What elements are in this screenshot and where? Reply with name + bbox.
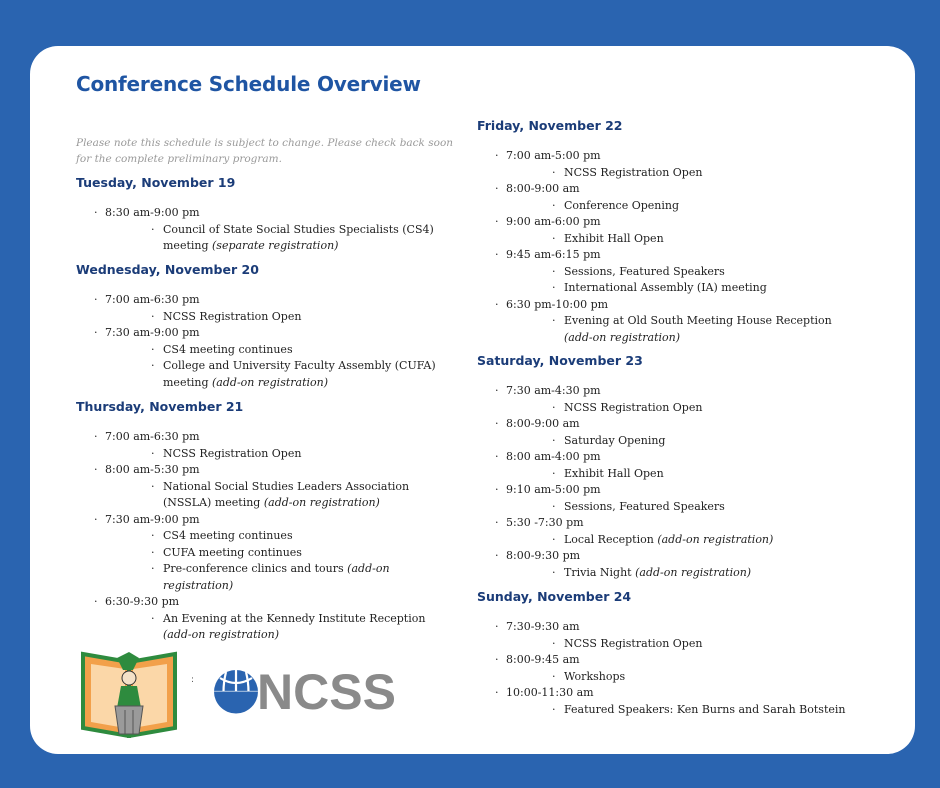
- time-label: 8:00-9:30 pm: [506, 549, 581, 562]
- time-slot: [477, 181, 857, 214]
- day-schedule: [76, 292, 456, 391]
- event-text: Local Reception: [564, 532, 658, 546]
- event-item: [105, 309, 456, 326]
- time-slot: [477, 148, 857, 181]
- time-label: 7:00 am-6:30 pm: [105, 293, 200, 306]
- time-label: 8:00-9:00 am: [506, 182, 580, 195]
- time-slot: [477, 383, 857, 416]
- event-list: [506, 198, 857, 215]
- event-text: Pre-conference clinics and tours: [163, 562, 348, 575]
- event-text: International Assembly (IA) meeting: [564, 281, 767, 294]
- time-label: 7:30-9:30 am: [506, 620, 580, 633]
- day-schedule: [477, 619, 857, 718]
- event-item: [506, 702, 857, 719]
- event-text: CUFA meeting continues: [163, 545, 302, 559]
- time-slot: [477, 482, 857, 515]
- time-label: 8:00-9:45 am: [506, 653, 580, 666]
- time-slot: [477, 416, 857, 449]
- page-title: Conference Schedule Overview: [76, 72, 421, 96]
- event-item: [105, 611, 456, 644]
- event-note: (add-on registration): [163, 562, 390, 592]
- time-label: 9:45 am-6:15 pm: [506, 248, 601, 261]
- event-note: (add-on registration): [212, 375, 329, 389]
- day-schedule: [76, 429, 456, 644]
- time-label: 7:30 am-9:00 pm: [105, 512, 200, 526]
- time-slot: [477, 619, 857, 652]
- event-list: [105, 611, 456, 644]
- time-label: 6:30-9:30 pm: [105, 595, 180, 608]
- event-list: [506, 433, 857, 450]
- event-list: [105, 479, 456, 512]
- time-label: 5:30 -7:30 pm: [506, 516, 584, 529]
- event-item: [506, 165, 857, 182]
- time-slot: [477, 247, 857, 297]
- time-slot: [477, 449, 857, 482]
- event-list: [506, 636, 857, 653]
- day-schedule: [477, 383, 857, 581]
- event-note: (add-on registration): [163, 628, 279, 641]
- event-text: CS4 meeting continues: [163, 529, 293, 542]
- time-slot: [76, 292, 456, 325]
- host-committee-logo: [83, 652, 175, 736]
- logos: [81, 648, 411, 738]
- day-heading: Saturday, November 23: [477, 353, 643, 368]
- event-text: College and University Faculty Assembly (CUFA) meeting: [163, 359, 436, 389]
- event-note: (add-on registration): [657, 532, 774, 546]
- event-text: Exhibit Hall Open: [564, 231, 664, 245]
- event-item: [506, 466, 857, 483]
- time-slot: [477, 685, 857, 718]
- event-text: NCSS Registration Open: [564, 400, 703, 414]
- time-label: 8:00 am-4:00 pm: [506, 450, 601, 463]
- day-heading: Thursday, November 21: [76, 399, 244, 414]
- time-label: 8:00 am-5:30 pm: [105, 463, 200, 476]
- event-list: [506, 532, 857, 549]
- day-heading: Friday, November 22: [477, 118, 623, 133]
- time-label: 10:00-11:30 am: [506, 686, 594, 699]
- event-list: [105, 222, 456, 255]
- svg-text::: :: [191, 675, 195, 685]
- event-text: Trivia Night: [564, 565, 636, 579]
- event-item: [506, 565, 857, 582]
- event-text: NCSS Registration Open: [163, 446, 302, 460]
- event-list: [506, 669, 857, 686]
- event-item: [105, 358, 456, 391]
- event-item: [506, 198, 857, 215]
- event-item: [105, 561, 456, 594]
- day-heading: Sunday, November 24: [477, 589, 632, 604]
- event-text: An Evening at the Kennedy Institute Reception: [163, 611, 426, 625]
- time-slot: [477, 297, 857, 347]
- day-heading: Tuesday, November 19: [76, 175, 236, 190]
- time-label: 7:30 am-4:30 pm: [506, 384, 601, 397]
- event-item: [506, 400, 857, 417]
- time-slot: [477, 652, 857, 685]
- schedule-note: Please note this schedule is subject to change. Please check back soon for the complete preliminary program.: [76, 137, 454, 165]
- event-item: [506, 433, 857, 450]
- day-heading: Wednesday, November 20: [76, 262, 259, 277]
- event-note: (add-on registration): [263, 496, 380, 509]
- time-slot: [477, 548, 857, 581]
- time-slot: [477, 515, 857, 548]
- event-text: Exhibit Hall Open: [564, 466, 664, 480]
- time-label: 8:00-9:00 am: [506, 417, 580, 430]
- event-note: (separate registration): [212, 239, 339, 252]
- time-slot: [477, 214, 857, 247]
- time-label: 8:30 am-9:00 pm: [105, 206, 200, 219]
- event-note: (add-on registration): [635, 565, 752, 579]
- event-item: [506, 532, 857, 549]
- event-list: [105, 446, 456, 463]
- time-label: 7:00 am-5:00 pm: [506, 149, 601, 162]
- event-item: [105, 479, 456, 512]
- time-label: 7:30 am-9:00 pm: [105, 326, 200, 339]
- event-item: [105, 545, 456, 562]
- event-item: [506, 264, 857, 281]
- time-slot: [76, 429, 456, 462]
- event-list: [506, 702, 857, 719]
- event-item: [506, 636, 857, 653]
- event-list: [506, 313, 857, 346]
- ncss-wordmark: NCSS: [257, 664, 396, 720]
- event-item: [105, 446, 456, 463]
- event-note: (add-on registration): [564, 330, 680, 344]
- event-list: [506, 264, 857, 297]
- time-label: 9:00 am-6:00 pm: [506, 215, 601, 228]
- event-text: Featured Speakers: Ken Burns and Sarah Botstein: [564, 702, 846, 716]
- event-text: Conference Opening: [564, 198, 680, 212]
- event-list: [506, 400, 857, 417]
- event-item: [506, 499, 857, 516]
- time-slot: [76, 325, 456, 391]
- event-list: [506, 165, 857, 182]
- time-slot: [76, 462, 456, 512]
- event-item: [105, 528, 456, 545]
- schedule-card: [30, 46, 915, 754]
- time-slot: [76, 205, 456, 255]
- event-list: [506, 499, 857, 516]
- event-text: Council of State Social Studies Specialists (CS4) meeting: [163, 222, 434, 252]
- event-text: Evening at Old South Meeting House Reception: [564, 314, 832, 327]
- event-item: [506, 313, 857, 346]
- event-item: [506, 280, 857, 297]
- event-item: [105, 342, 456, 359]
- time-slot: [76, 512, 456, 595]
- event-text: Saturday Opening: [564, 433, 666, 447]
- event-list: [105, 309, 456, 326]
- event-text: National Social Studies Leaders Association (NSSLA) meeting: [163, 479, 410, 509]
- event-list: [506, 231, 857, 248]
- day-schedule: [477, 148, 857, 346]
- time-label: 6:30 pm-10:00 pm: [506, 297, 609, 311]
- event-text: Sessions, Featured Speakers: [564, 264, 725, 278]
- day-schedule: [76, 205, 456, 255]
- event-list: [105, 528, 456, 594]
- event-text: NCSS Registration Open: [163, 309, 302, 323]
- time-label: 9:10 am-5:00 pm: [506, 483, 601, 496]
- event-text: Sessions, Featured Speakers: [564, 499, 725, 513]
- event-text: CS4 meeting continues: [163, 342, 293, 356]
- event-list: [105, 342, 456, 392]
- event-list: [506, 466, 857, 483]
- event-text: Workshops: [564, 669, 626, 683]
- event-item: [105, 222, 456, 255]
- event-item: [506, 669, 857, 686]
- time-slot: [76, 594, 456, 644]
- event-item: [506, 231, 857, 248]
- time-label: 7:00 am-6:30 pm: [105, 430, 200, 443]
- event-text: NCSS Registration Open: [564, 165, 703, 179]
- logo-graphics: [81, 648, 411, 738]
- event-text: NCSS Registration Open: [564, 636, 703, 650]
- event-list: [506, 565, 857, 582]
